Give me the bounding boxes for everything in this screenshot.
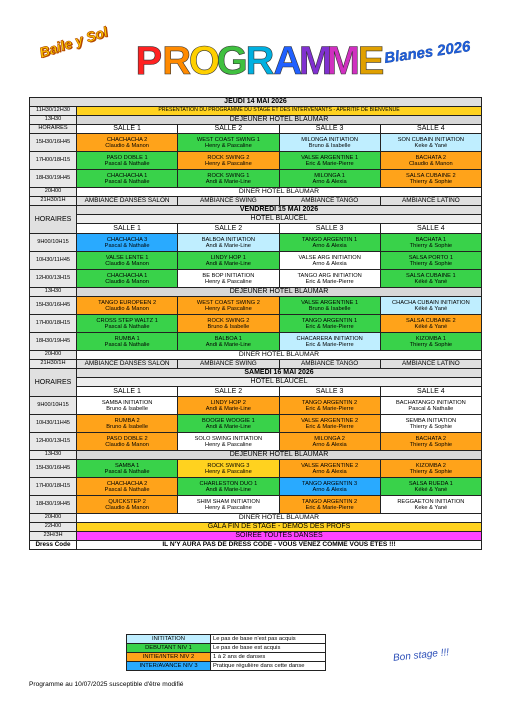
course-cell: BE BOP INITIATION Henry & Pascaline xyxy=(178,270,279,288)
table-row: 15H30/16H45 CHACHACHA 2 Claudio & Manon WEST COAST SWING 1 Henry & Pascaline MILONGA INITIATION Bruno & Isabelle SON CUBAIN INITIATION Keke & Yané xyxy=(30,134,482,152)
hotel-row: HÔTEL BLAUCEL xyxy=(30,215,482,224)
course-cell: CHARLESTON DUO 1 Andi & Marie-Line xyxy=(178,478,279,496)
course-cell: BACHATA 1 Thierry & Sophie xyxy=(380,234,481,252)
course-cell: BACHATA 2 Thierry & Sophie xyxy=(380,433,481,451)
course-cell: ROCK SWING 2 Henry & Pascaline xyxy=(178,152,279,170)
dinner-row: 20H00 DINER HÔTEL BLAUMAR xyxy=(30,188,482,197)
level-legend xyxy=(126,634,326,671)
course-cell: CHACHACHA 2 Claudio & Manon xyxy=(77,134,178,152)
title-letter: P xyxy=(135,39,163,83)
course-cell: CHACHACHA 2 Pascal & Nathalie xyxy=(77,478,178,496)
footer-note: Programme au 10/07/2025 susceptible d'être modifié xyxy=(29,681,184,688)
programme-grid xyxy=(29,97,482,550)
title-letter: G xyxy=(216,39,248,83)
hotel-row: HÔTEL BLAUCEL xyxy=(30,378,482,387)
lunch-row: 13H30 DEJEUNER HÔTEL BLAUMAR xyxy=(30,451,482,460)
course-cell: WEST COAST SWING 2 Henry & Pascaline xyxy=(178,297,279,315)
course-cell: TANGO ARG INITIATION Eric & Marie-Pierre xyxy=(279,270,380,288)
course-cell: BALBOA INITIATION Andi & Marie-Line xyxy=(178,234,279,252)
course-cell: SAMBA INITIATION Bruno & Isabelle xyxy=(77,397,178,415)
course-cell: SHIM SHAM INITIATION Henry & Pascaline xyxy=(178,496,279,514)
course-cell: TANGO ARGENTIN 2 Eric & Marie-Pierre xyxy=(279,397,380,415)
salle-header-row: SALLE 1 SALLE 2 SALLE 3 SALLE 4 xyxy=(30,387,482,397)
course-cell: LINDY HOP 2 Andi & Marie-Line xyxy=(178,397,279,415)
course-cell: ROCK SWING 2 Bruno & Isabelle xyxy=(178,315,279,333)
course-cell: TANGO ARGENTIN 3 Arno & Alexia xyxy=(279,478,380,496)
course-cell: TANGO ARGENTIN 1 Eric & Marie-Pierre xyxy=(279,315,380,333)
legend-row: DEBUTANT NIV 1 Le pas de base est acquis xyxy=(127,644,326,653)
course-cell: SALSA PORTO 1 Thierry & Sophie xyxy=(380,252,481,270)
course-cell: VALSE ARGENTINE 1 Eric & Marie-Pierre xyxy=(279,152,380,170)
table-row: 18H30/19H45 CHACHACHA 1 Pascal & Nathalie ROCK SWING 1 Andi & Marie-Line MILONGA 1 Arno & Alexia SALSA CUBAINE 2 Thierry & Sophie xyxy=(30,170,482,188)
title-letter: A xyxy=(273,39,303,83)
page-header xyxy=(0,0,512,96)
course-cell: CHACHACHA 1 Claudio & Manon xyxy=(77,270,178,288)
ambiance-row: 21H30/1H AMBIANCE DANSES SALON AMBIANCE SWING AMBIANCE TANGO AMBIANCE LATINO xyxy=(30,197,482,206)
title-letter: O xyxy=(188,39,220,83)
course-cell: SAMBA 1 Pascal & Nathalie xyxy=(77,460,178,478)
table-row: 10H30/11H45 VALSE LENTE 1 Claudio & Manon LINDY HOP 1 Andi & Marie-Line VALSE ARG INITIATION Arno & Alexia SALSA PORTO 1 Thierry & Sophie xyxy=(30,252,482,270)
gala-row: 22H00 GALA FIN DE STAGE - DEMOS DES PROFS xyxy=(30,523,482,532)
course-cell: SALSA CUBAINE 2 Kéké & Yané xyxy=(380,315,481,333)
course-cell: LINDY HOP 1 Andi & Marie-Line xyxy=(178,252,279,270)
title-letter: R xyxy=(245,39,275,83)
course-cell: VALSE ARG INITIATION Arno & Alexia xyxy=(279,252,380,270)
course-cell: TANGO ARGENTIN 1 Arno & Alexia xyxy=(279,234,380,252)
legend-row: INITITATION Le pas de base n'est pas acquis xyxy=(127,635,326,644)
table-row: 18H30/19H45 QUICKSTEP 2 Claudio & Manon SHIM SHAM INITIATION Henry & Pascaline TANGO ARGENTIN 2 Eric & Marie-Pierre REGGAETON INITIATION Keke & Yané xyxy=(30,496,482,514)
course-cell: WEST COAST SWING 1 Henry & Pascaline xyxy=(178,134,279,152)
table-row: 18H30/19H45 RUMBA 1 Pascal & Nathalie BALBOA 1 Andi & Marie-Line CHACARERA INITIATION Eric & Marie-Pierre KIZOMBA 1 Thierry & Sophie xyxy=(30,333,482,351)
course-cell: MILONGA 2 Arno & Alexia xyxy=(279,433,380,451)
course-cell: ROCK SWING 1 Andi & Marie-Line xyxy=(178,170,279,188)
table-row: 10H30/11H45 RUMBA 2 Bruno & Isabelle BOOGIE WOOGIE 1 Andi & Marie-Line VALSE ARGENTINE 2 Eric & Marie-Pierre SEMBA INITIATION Thierry & Sophie xyxy=(30,415,482,433)
programme-title-logo xyxy=(135,26,385,86)
day-header-samedi: HORAIRES SAMEDI 16 MAI 2026 xyxy=(30,369,482,378)
legend-row: INITIE/INTER NIV 2 1 à 2 ans de danses xyxy=(127,653,326,662)
course-cell: KIZOMBA 2 Thierry & Sophie xyxy=(380,460,481,478)
dress-code-row: Dress Code IL N'Y AURA PAS DE DRESS CODE - VOUS VENEZ COMME VOUS ÊTES !!! xyxy=(30,541,482,550)
table-row: 12H00/13H15 PASO DOBLE 2 Claudio & Manon SOLO SWING INITIATION Henry & Pascaline MILONGA 2 Arno & Alexia BACHATA 2 Thierry & Sophie xyxy=(30,433,482,451)
course-cell: BALBOA 1 Andi & Marie-Line xyxy=(178,333,279,351)
table-row: 17H00/18H15 CHACHACHA 2 Pascal & Nathalie CHARLESTON DUO 1 Andi & Marie-Line TANGO ARGENTIN 3 Arno & Alexia SALSA RUEDA 1 Kéké & Yané xyxy=(30,478,482,496)
course-cell: VALSE LENTE 1 Claudio & Manon xyxy=(77,252,178,270)
table-row: 12H00/13H15 CHACHACHA 1 Claudio & Manon BE BOP INITIATION Henry & Pascaline TANGO ARG INITIATION Eric & Marie-Pierre SALSA CUBAINE 1 Kéké & Yané xyxy=(30,270,482,288)
lunch-row: 13H30 DEJEUNER HÔTEL BLAUMAR xyxy=(30,116,482,125)
table-row: 17H00/18H15 CROSS STEP WALTZ 1 Pascal & Nathalie ROCK SWING 2 Bruno & Isabelle TANGO ARGENTIN 1 Eric & Marie-Pierre SALSA CUBAINE 2 Kéké & Yané xyxy=(30,315,482,333)
blanes-logo: Blanes 2026 xyxy=(383,38,472,67)
dinner-row: 20H00 DINER HÔTEL BLAUMAR xyxy=(30,351,482,360)
title-letter: M xyxy=(298,39,333,83)
salle-header-row: SALLE 1 SALLE 2 SALLE 3 SALLE 4 xyxy=(30,224,482,234)
course-cell: PASO DOBLE 1 Pascal & Nathalie xyxy=(77,152,178,170)
course-cell: BACHATANGO INITIATION Pascal & Nathalie xyxy=(380,397,481,415)
ambiance-row: 21H30/1H AMBIANCE DANSES SALON AMBIANCE SWING AMBIANCE TANGO AMBIANCE LATINO xyxy=(30,360,482,369)
course-cell: TANGO EUROPEEN 2 Claudio & Manon xyxy=(77,297,178,315)
title-letter: E xyxy=(357,39,385,83)
legend-row: INTER/AVANCE NIV 3 Pratique régulière dans cette danse xyxy=(127,662,326,671)
table-row: 15H30/16H45 SAMBA 1 Pascal & Nathalie ROCK SWING 3 Henry & Pascaline VALSE ARGENTINE 2 Arno & Alexia KIZOMBA 2 Thierry & Sophie xyxy=(30,460,482,478)
course-cell: SALSA RUEDA 1 Kéké & Yané xyxy=(380,478,481,496)
dinner-row: 20H00 DINER HÔTEL BLAUMAR xyxy=(30,514,482,523)
course-cell: CROSS STEP WALTZ 1 Pascal & Nathalie xyxy=(77,315,178,333)
course-cell: RUMBA 2 Bruno & Isabelle xyxy=(77,415,178,433)
course-cell: REGGAETON INITIATION Keke & Yané xyxy=(380,496,481,514)
course-cell: SON CUBAIN INITIATION Keke & Yané xyxy=(380,134,481,152)
day1-slots xyxy=(30,134,482,188)
presentation-row: 11H30/12H30 PRÉSENTATION DU PROGRAMME DU STAGE ET DES INTERVENANTS - APERITIF DE BIENVENUE xyxy=(30,107,482,116)
course-cell: SEMBA INITIATION Thierry & Sophie xyxy=(380,415,481,433)
course-cell: VALSE ARGENTINE 1 Bruno & Isabelle xyxy=(279,297,380,315)
course-cell: MILONGA INITIATION Bruno & Isabelle xyxy=(279,134,380,152)
table-row: 9H00/10H15 CHACHACHA 3 Pascal & Nathalie BALBOA INITIATION Andi & Marie-Line TANGO ARGENTIN 1 Arno & Alexia BACHATA 1 Thierry & Sophie xyxy=(30,234,482,252)
baile-y-sol-logo: Baile y Sol xyxy=(37,23,110,61)
course-cell: VALSE ARGENTINE 2 Arno & Alexia xyxy=(279,460,380,478)
course-cell: CHACHA CUBAIN INITIATION Kéké & Yané xyxy=(380,297,481,315)
course-cell: ROCK SWING 3 Henry & Pascaline xyxy=(178,460,279,478)
course-cell: KIZOMBA 1 Thierry & Sophie xyxy=(380,333,481,351)
course-cell: CHACHACHA 3 Pascal & Nathalie xyxy=(77,234,178,252)
course-cell: TANGO ARGENTIN 2 Eric & Marie-Pierre xyxy=(279,496,380,514)
day-header-vendredi: HORAIRES VENDREDI 15 MAI 2026 xyxy=(30,206,482,215)
course-cell: PASO DOBLE 2 Claudio & Manon xyxy=(77,433,178,451)
table-row: 17H00/18H15 PASO DOBLE 1 Pascal & Nathalie ROCK SWING 2 Henry & Pascaline VALSE ARGENTINE 1 Eric & Marie-Pierre BACHATA 2 Claudio & Manon xyxy=(30,152,482,170)
course-cell: BACHATA 2 Claudio & Manon xyxy=(380,152,481,170)
lunch-row: 13H30 DEJEUNER HÔTEL BLAUMAR xyxy=(30,288,482,297)
course-cell: CHACARERA INITIATION Eric & Marie-Pierre xyxy=(279,333,380,351)
title-letter: R xyxy=(162,39,192,83)
course-cell: BOOGIE WOOGIE 1 Andi & Marie-Line xyxy=(178,415,279,433)
course-cell: MILONGA 1 Arno & Alexia xyxy=(279,170,380,188)
bon-stage-text: Bon stage !!! xyxy=(392,647,450,664)
day-header-jeudi: JEUDI 14 MAI 2026 xyxy=(30,98,482,107)
course-cell: VALSE ARGENTINE 2 Eric & Marie-Pierre xyxy=(279,415,380,433)
course-cell: SALSA CUBAINE 2 Thierry & Sophie xyxy=(380,170,481,188)
course-cell: RUMBA 1 Pascal & Nathalie xyxy=(77,333,178,351)
course-cell: SOLO SWING INITIATION Henry & Pascaline xyxy=(178,433,279,451)
title-letter: M xyxy=(326,39,360,83)
course-cell: CHACHACHA 1 Pascal & Nathalie xyxy=(77,170,178,188)
soiree-row: 23H/3H SOIREE TOUTES DANSES xyxy=(30,532,482,541)
salle-header-row: HORAIRES SALLE 1 SALLE 2 SALLE 3 SALLE 4 xyxy=(30,125,482,134)
course-cell: QUICKSTEP 2 Claudio & Manon xyxy=(77,496,178,514)
table-row: 15H30/16H45 TANGO EUROPEEN 2 Claudio & Manon WEST COAST SWING 2 Henry & Pascaline VALSE ARGENTINE 1 Bruno & Isabelle CHACHA CUBAIN INITIATION Kéké & Yané xyxy=(30,297,482,315)
table-row: 9H00/10H15 SAMBA INITIATION Bruno & Isabelle LINDY HOP 2 Andi & Marie-Line TANGO ARGENTIN 2 Eric & Marie-Pierre BACHATANGO INITIATION Pascal & Nathalie xyxy=(30,397,482,415)
course-cell: SALSA CUBAINE 1 Kéké & Yané xyxy=(380,270,481,288)
